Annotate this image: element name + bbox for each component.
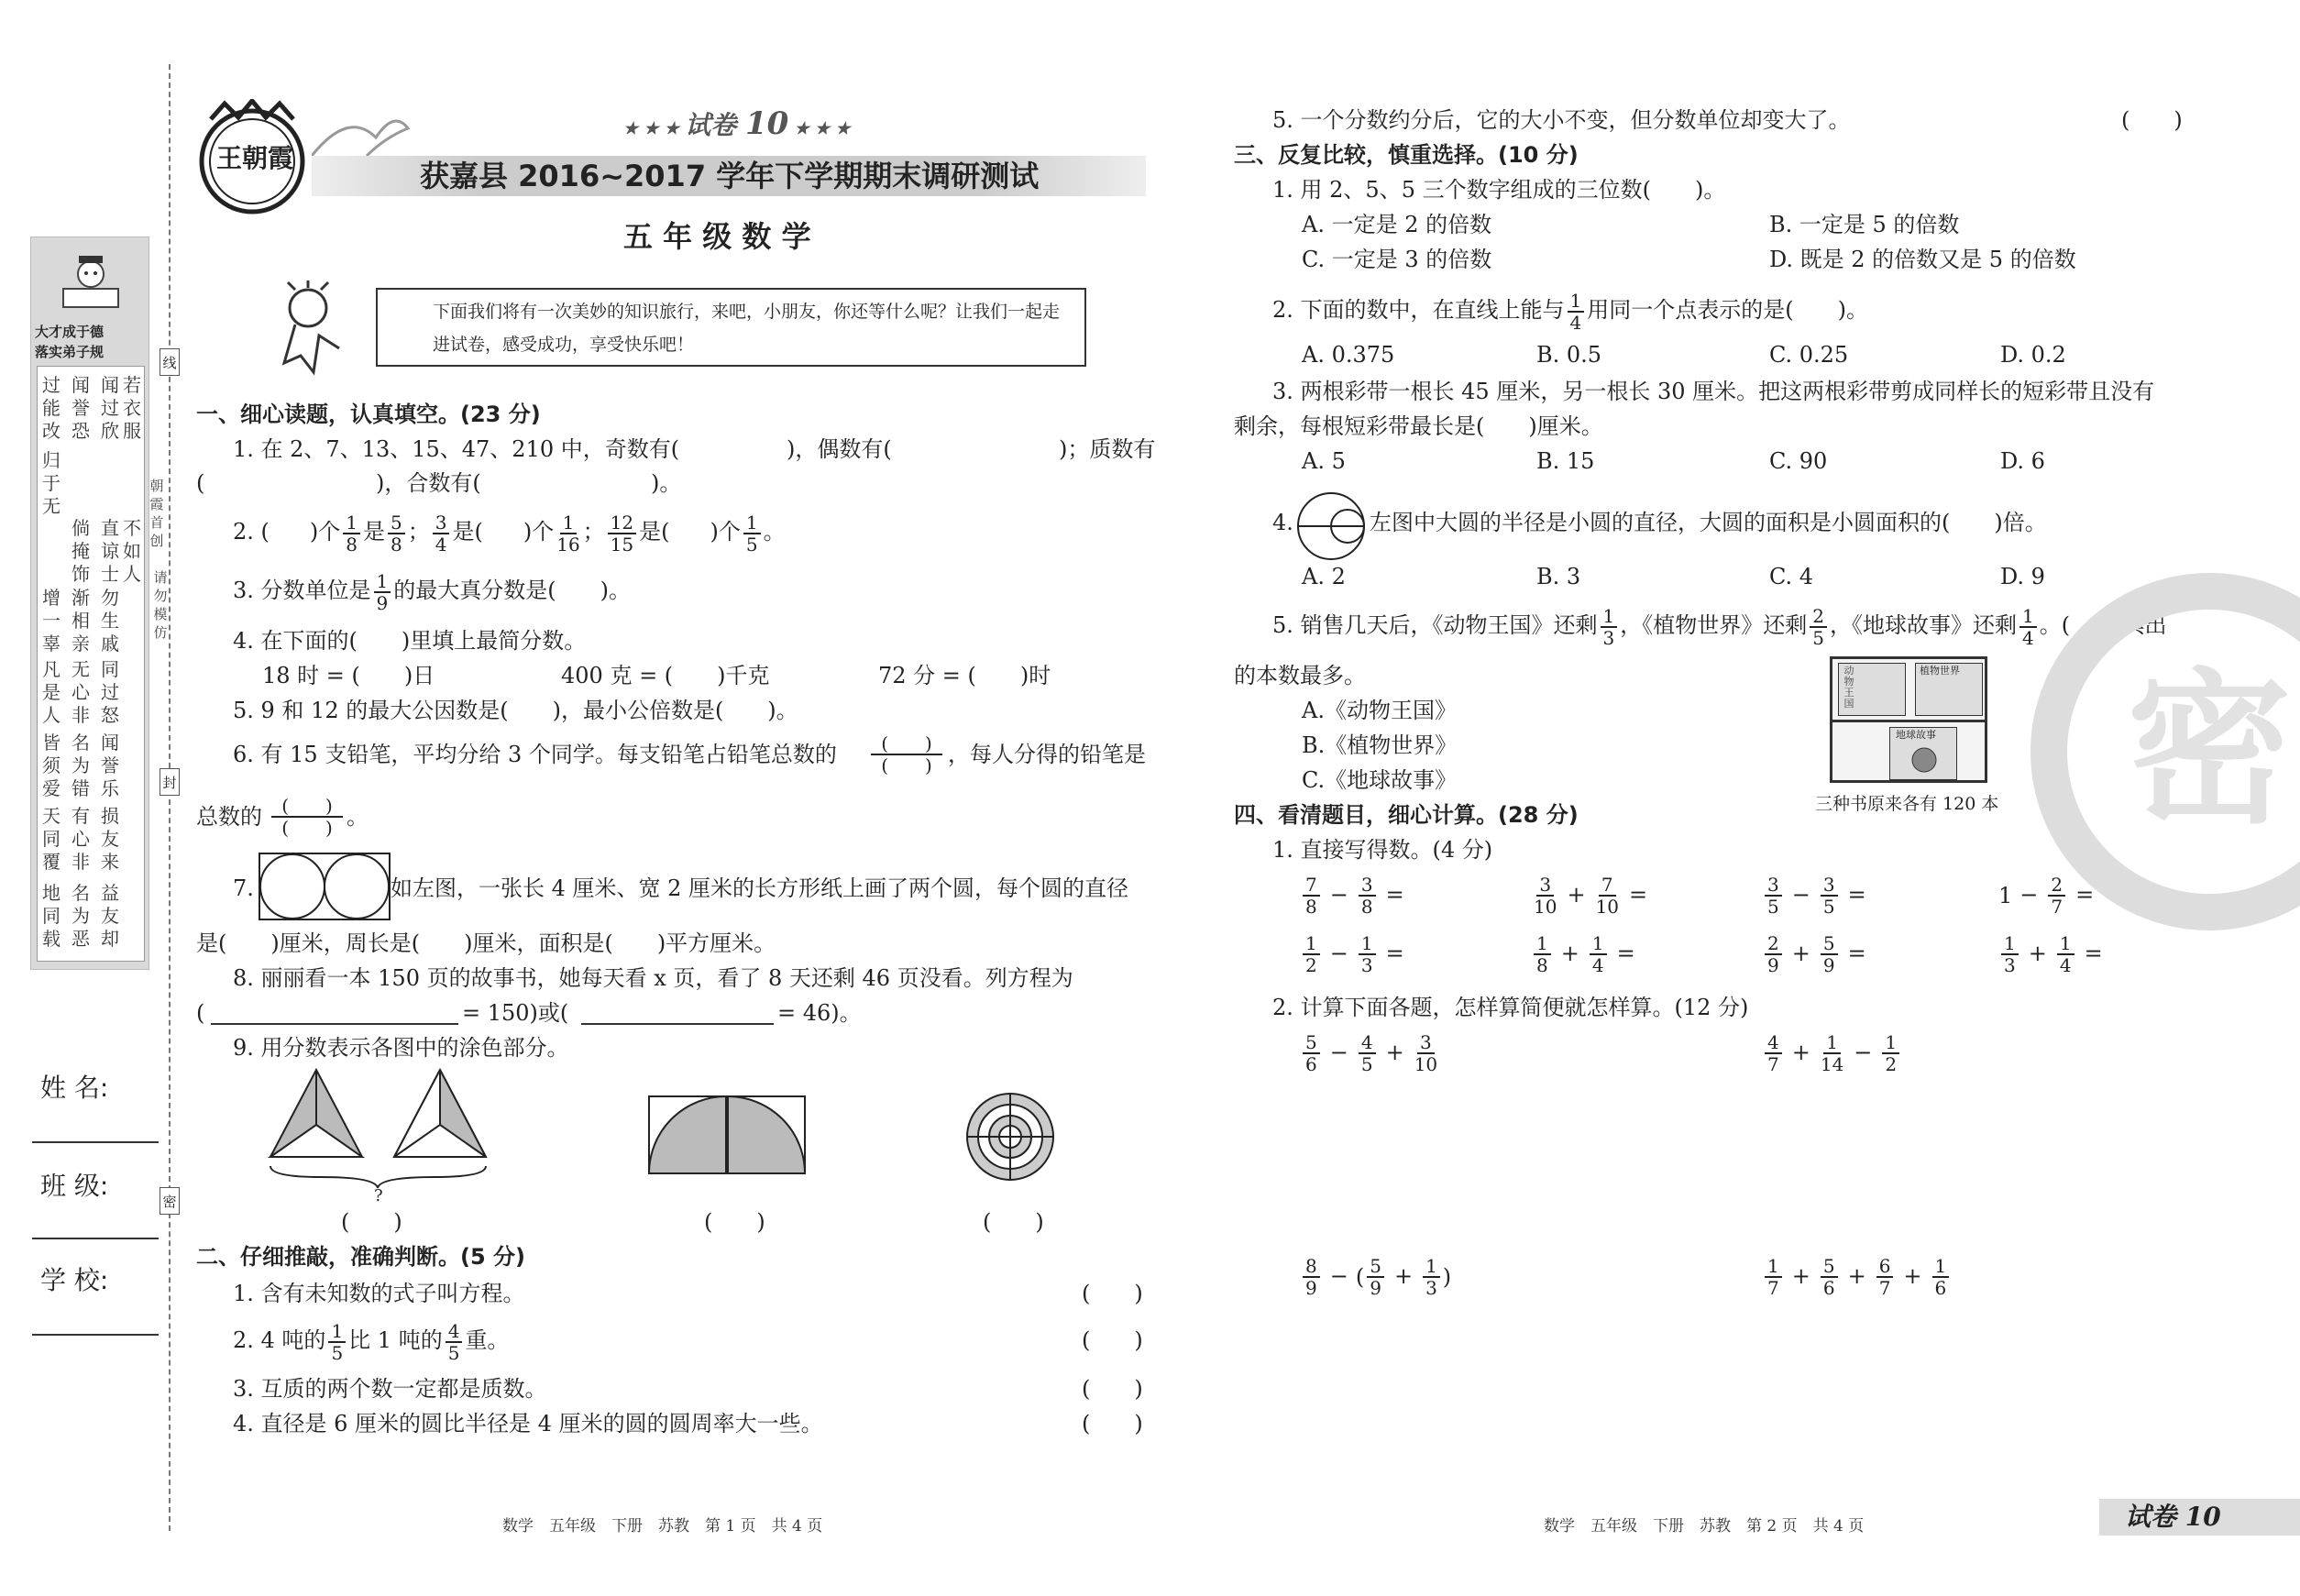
choice-q3-a: 3. 两根彩带一根长 45 厘米，另一根长 30 厘米。把这两根彩带剪成同样长的短彩带且没有 xyxy=(1272,379,2155,404)
motto-col: 皆须爱 xyxy=(42,732,61,799)
choice-option[interactable]: B.《植物世界》 xyxy=(1302,732,1458,758)
choice-option[interactable]: B. 15 xyxy=(1536,448,1595,474)
seal-mi: 密 xyxy=(160,1187,180,1215)
expression-4: $\frac{1}{7}$ + $\frac{5}{6}$ + $\frac{6}{7}$ + $\frac{1}{6}$ xyxy=(1762,1256,1952,1298)
q9-answer-3[interactable]: ( ) xyxy=(983,1209,1044,1235)
square-quarter-circles-figure xyxy=(647,1095,809,1175)
motto-col: 倘掩饰 xyxy=(72,517,90,585)
motto-col: 天同覆 xyxy=(42,805,61,873)
motto-col: 地同载 xyxy=(42,882,61,950)
q4-b: 400 克 = ( )千克 xyxy=(561,663,770,688)
motto-col: 名为恶 xyxy=(72,882,90,950)
q2: 2. ( )个 $\frac{1}{8}$ 是 $\frac{5}{8}$ ； $\frac{3}{4}$ 是( )个 $\frac{1}{16}$ ； $\frac{12}{15}$ 是( )个 $\frac{1}{5}$ 。 xyxy=(233,511,786,556)
judge-item: 3. 互质的两个数一定都是质数。 xyxy=(233,1376,547,1402)
calc-q1: 1. 直接写得数。(4 分) xyxy=(1272,837,1493,863)
q9-answer-2[interactable]: ( ) xyxy=(704,1209,765,1235)
choice-q5-b: 的本数最多。 xyxy=(1234,663,1366,688)
q4: 4. 在下面的( )里填上最简分数。 xyxy=(233,628,587,654)
q7-a: 7. xyxy=(233,875,254,901)
running-kid-icon xyxy=(268,281,352,376)
expression-1: $\frac{5}{6}$ − $\frac{4}{5}$ + $\frac{3}{10}$ xyxy=(1300,1032,1440,1074)
section-2-heading: 二、仔细推敲，准确判断。(5 分) xyxy=(196,1244,525,1270)
calc-item: $\frac{3}{5}$ − $\frac{3}{5}$ = xyxy=(1762,875,1874,917)
choice-option[interactable]: B. 3 xyxy=(1536,564,1581,589)
motto-col: 直谅士 xyxy=(101,517,119,585)
q1-b: )，偶数有( xyxy=(787,436,892,462)
q1-a: 1. 在 2、7、13、15、47、210 中，奇数有( xyxy=(233,436,680,462)
name-label: 姓 名: xyxy=(40,1073,109,1103)
motto-grid xyxy=(37,366,145,962)
footer-right: 数学 五年级 下册 苏教 第 2 页 共 4 页 xyxy=(1544,1517,1865,1535)
class-label: 班 级: xyxy=(40,1171,109,1201)
choice-option[interactable]: D. 9 xyxy=(2000,564,2045,589)
calc-item: $\frac{7}{8}$ − $\frac{3}{8}$ = xyxy=(1300,875,1412,917)
q8-b: ( xyxy=(196,1000,205,1026)
section-3-heading: 三、反复比较，慎重选择。(10 分) xyxy=(1234,142,1579,168)
motto-col: 闻誉恐 xyxy=(72,374,90,442)
footer-left: 数学 五年级 下册 苏教 第 1 页 共 4 页 xyxy=(502,1517,823,1535)
q4-a: 18 时 = ( )日 xyxy=(262,663,435,688)
judge-paren[interactable]: ( ) xyxy=(1082,1376,1143,1402)
q6-a: 6. 有 15 支铅笔，平均分给 3 个同学。每支铅笔占铅笔总数的 xyxy=(233,742,837,767)
svg-text:密: 密 xyxy=(2126,655,2293,846)
calc-item: 1 − $\frac{2}{7}$ = xyxy=(1998,874,2095,918)
choice-option[interactable]: A. 5 xyxy=(1302,448,1346,474)
q5: 5. 9 和 12 的最大公因数是( )，最小公倍数是( )。 xyxy=(233,698,798,723)
seal-feng: 封 xyxy=(160,768,180,796)
q8-d: = 46)。 xyxy=(777,1000,862,1026)
judge-item: 2. 4 吨的 $\frac{1}{5}$ 比 1 吨的 $\frac{4}{5}$ 重。 xyxy=(233,1319,510,1364)
choice-option[interactable]: B. 0.5 xyxy=(1536,342,1602,368)
judge-paren[interactable]: ( ) xyxy=(2121,107,2183,133)
motto-col: 增一辜 xyxy=(42,587,61,655)
motto-col: 若衣服 xyxy=(123,374,141,442)
motto-col: 不如人 xyxy=(123,517,141,585)
motto-col: 益友却 xyxy=(101,882,119,950)
concentric-circles-figure xyxy=(964,1091,1056,1183)
q6-blank-fraction-2[interactable]: ( ) ( ) xyxy=(271,796,343,838)
cartoon-scholar-icon xyxy=(59,248,123,313)
calc-item: $\frac{1}{2}$ − $\frac{1}{3}$ = xyxy=(1300,933,1412,975)
expression-2: $\frac{4}{7}$ + $\frac{1}{14}$ − $\frac{1}{2}$ xyxy=(1762,1032,1902,1074)
choice-option[interactable]: A. 0.375 xyxy=(1302,342,1395,368)
motto-col: 闻过欣 xyxy=(101,374,119,442)
q6-blank-fraction-1[interactable]: ( ) ( ) xyxy=(871,733,942,776)
bookshelf-figure xyxy=(1830,656,1987,783)
motto-bottom: 落实弟子规 xyxy=(35,344,105,360)
calc-item: $\frac{2}{9}$ + $\frac{5}{9}$ = xyxy=(1762,933,1874,975)
book-plant: 植物世界 xyxy=(1915,663,1983,716)
calc-item: $\frac{1}{3}$ + $\frac{1}{4}$ = xyxy=(1998,933,2110,975)
q4-c: 72 分 = ( )时 xyxy=(878,663,1051,688)
class-input-line[interactable] xyxy=(32,1238,159,1239)
q1-c: )；质数有 xyxy=(1059,436,1156,462)
choice-option[interactable]: D. 既是 2 的倍数又是 5 的倍数 xyxy=(1769,247,2076,272)
motto-col: 渐相亲 xyxy=(72,587,90,655)
choice-q3-b: 剩余，每根短彩带最长是( )厘米。 xyxy=(1234,413,1603,439)
school-label: 学 校: xyxy=(40,1265,109,1295)
choice-option[interactable]: C. 4 xyxy=(1769,564,1814,589)
choice-option[interactable]: C. 90 xyxy=(1769,448,1828,474)
choice-option[interactable]: A. 2 xyxy=(1302,564,1346,589)
choice-q4-b: 左图中大圆的半径是小圆的直径，大圆的面积是小圆面积的( )倍。 xyxy=(1370,510,2047,535)
judge-item: 4. 直径是 6 厘米的圆比半径是 4 厘米的圆的圆周率大一些。 xyxy=(233,1411,823,1436)
choice-option[interactable]: C.《地球故事》 xyxy=(1302,767,1458,793)
q7-c: 是( )厘米，周长是( )厘米，面积是( )平方厘米。 xyxy=(196,930,776,956)
motto-col: 同过怒 xyxy=(101,658,119,726)
book-earth: 地球故事 xyxy=(1889,727,1957,780)
expression-3: $\frac{8}{9}$ − ( $\frac{5}{9}$ + $\frac{1}{3}$ ) xyxy=(1300,1256,1451,1298)
judge-item: 5. 一个分数约分后，它的大小不变，但分数单位却变大了。 xyxy=(1272,107,1851,133)
choice-option[interactable]: D. 6 xyxy=(2000,448,2045,474)
choice-option[interactable]: C. 0.25 xyxy=(1769,342,1849,368)
two-circles-figure xyxy=(259,853,391,920)
q8-c: = 150)或( xyxy=(462,1000,569,1026)
judge-paren[interactable]: ( ) xyxy=(1082,1281,1143,1306)
q1-d: ( xyxy=(196,470,205,496)
motto-panel xyxy=(30,237,149,970)
q9: 9. 用分数表示各图中的涂色部分。 xyxy=(233,1035,569,1061)
motto-col: 无心非 xyxy=(72,658,90,726)
q8-blank-1[interactable] xyxy=(211,1023,458,1025)
motto-col: 归于无 xyxy=(42,449,61,517)
judge-paren[interactable]: ( ) xyxy=(1082,1411,1143,1436)
choice-option[interactable]: C. 一定是 3 的倍数 xyxy=(1302,247,1492,272)
motto-col: 闻誉乐 xyxy=(101,732,119,799)
q6-c: 总数的 xyxy=(196,804,262,830)
calc-item: $\frac{3}{10}$ + $\frac{7}{10}$ = xyxy=(1534,874,1648,918)
q6-b: ，每人分得的铅笔是 xyxy=(948,742,1146,767)
judge-paren[interactable]: ( ) xyxy=(1082,1327,1143,1353)
choice-option[interactable]: B. 一定是 5 的倍数 xyxy=(1769,212,1960,237)
calc-q2: 2. 计算下面各题，怎样算简便就怎样算。(12 分) xyxy=(1272,995,1749,1020)
section-4-heading: 四、看清题目，细心计算。(28 分) xyxy=(1234,802,1579,828)
choice-q4-a: 4. xyxy=(1272,510,1293,535)
intro-box xyxy=(376,288,1086,367)
motto-col: 勿生戚 xyxy=(101,587,119,655)
q8-blank-2[interactable] xyxy=(581,1023,774,1025)
choice-q5: 5. 销售几天后，《动物王国》还剩 $\frac{1}{3}$ ，《植物世界》还剩 $\frac{2}{5}$ ，《地球故事》还剩 $\frac{1}{4}$ 。( )卖出 xyxy=(1272,604,2167,649)
exam-number-banner: ★ ★ ★ 试卷 10 ★ ★ ★ xyxy=(623,105,851,142)
q3: 3. 分数单位是 $\frac{1}{9}$ 的最大真分数是( )。 xyxy=(233,569,631,614)
choice-option[interactable]: A.《动物王国》 xyxy=(1302,698,1457,723)
section-1-heading: 一、细心读题，认真填空。(23 分) xyxy=(196,402,541,427)
motto-col: 有心非 xyxy=(72,805,90,873)
bookshelf-caption: 三种书原来各有 120 本 xyxy=(1815,794,1999,814)
q9-answer-1[interactable]: ( ) xyxy=(341,1209,402,1235)
calc-item: $\frac{1}{8}$ + $\frac{1}{4}$ = xyxy=(1531,933,1643,975)
stamp-no-copy: 请勿模仿 xyxy=(153,569,168,641)
seal-xian: 线 xyxy=(160,348,180,376)
motto-col: 损友来 xyxy=(101,805,119,873)
q7-b: 如左图，一张长 4 厘米、宽 2 厘米的长方形纸上画了两个圆，每个圆的直径 xyxy=(391,875,1129,901)
exam-title: 获嘉县 2016~2017 学年下学期期末调研测试 xyxy=(420,159,1040,193)
q8-a: 8. 丽丽看一本 150 页的故事书，她每天看 x 页，看了 8 天还剩 46 页没看。列方程为 xyxy=(233,965,1073,991)
q6-d: 。 xyxy=(347,804,369,830)
name-input-line[interactable] xyxy=(32,1141,159,1143)
choice-q1: 1. 用 2、5、5 三个数字组成的三位数( )。 xyxy=(1272,177,1726,203)
choice-q2: 2. 下面的数中，在直线上能与 $\frac{1}{4}$ 用同一个点表示的是( )。 xyxy=(1272,289,1868,334)
circle-in-circle-figure xyxy=(1294,490,1368,563)
choice-option[interactable]: A. 一定是 2 的倍数 xyxy=(1302,212,1492,237)
motto-col: 凡是人 xyxy=(42,658,61,726)
globe-icon xyxy=(1910,746,1938,774)
logo-text: 王朝霞 xyxy=(216,143,294,173)
choice-option[interactable]: D. 0.2 xyxy=(2000,342,2066,368)
motto-col: 名为错 xyxy=(72,732,90,799)
secret-seal-watermark-icon xyxy=(2026,559,2300,944)
motto-top: 大才成于德 xyxy=(35,324,105,340)
book-animal: 动物王国 xyxy=(1838,663,1906,716)
exam-subtitle: 五 年 级 数 学 xyxy=(623,219,811,254)
q9-brace-mark: ? xyxy=(374,1186,383,1205)
intro-text: 下面我们将有一次美妙的知识旅行，来吧，小朋友，你还等什么呢？让我们一起走进试卷，感受成功，享受快乐吧！ xyxy=(433,302,1061,355)
judge-item: 1. 含有未知数的式子叫方程。 xyxy=(233,1281,525,1306)
fold-line xyxy=(169,64,171,1531)
footer-badge: 试卷 10 xyxy=(2125,1502,2221,1532)
q1-e: )，合数有( xyxy=(376,470,481,496)
q1-f: )。 xyxy=(651,470,682,496)
school-input-line[interactable] xyxy=(32,1334,159,1336)
motto-col: 过能改 xyxy=(42,374,61,442)
stamp-original: 朝霞首创 xyxy=(149,478,164,549)
